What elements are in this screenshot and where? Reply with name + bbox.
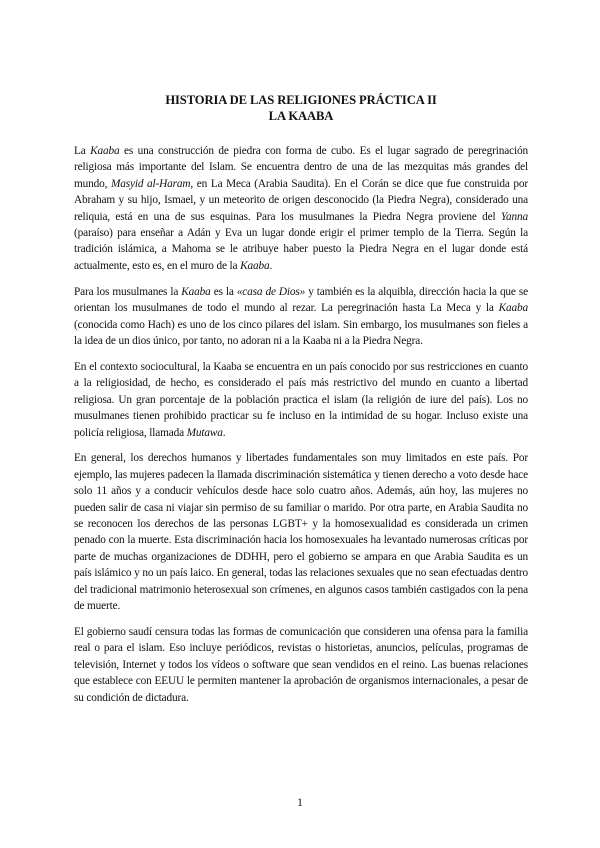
italic-term: Kaaba [498,302,528,315]
italic-term: «casa de Dios» [236,285,306,298]
text-run: En el contexto sociocultural, la Kaaba se encuentra en un país conocido por sus restricciones en cuanto a la religiosidad, de hecho, es considerado el país más restrictivo del mundo en cuanto a libertad religiosa. Un gran porcentaje de la población practica el islam (la religión de iure del país). Los no musulmanes tienen prohibido practicar su fe incluso en la intimidad de su hogar. Incluso existe una policía religiosa, llamada [74,360,528,439]
document-title [74,92,528,124]
italic-term: Kaaba [90,145,120,157]
text-run: (conocida como Hach) es uno de los cinco pilares del islam. Sin embargo, los musulmanes son fieles a la idea de un dios único, por tanto, no adoran ni a la Kaaba ni a la Piedra Negra. [74,318,528,347]
text-run: , en La Meca (Arabia Saudita). En el Corán se dice que fue construida por Abraham y su hijo, Ismael, y un meteorito de origen desconocido (la Piedra Negra), considerado una reliquia, está en una de sus esquinas. Para los musulmanes la Piedra Negra proviene del [74,177,529,223]
text-run: El gobierno saudí censura todas las formas de comunicación que consideren una ofensa para la familia real o para el islam. Eso incluye periódicos, revistas o historietas, anuncios, películas, programas de televisión, Internet y todos los vídeos o software que sean vendidos en el reino. Las buenas relaciones que establece con EEUU le permiten mantener la aprobación de organismos internacionales, a pesar de su condición de dictadura. [74,625,528,704]
text-run: (paraíso) para enseñar a Adán y Eva un lugar donde erigir el primer templo de la Tierra. Según la tradición islámica, a Mahoma se le atribuye haber puesto la Piedra Negra en el lugar donde está actualmente, esto es, en el muro de la [74,227,528,272]
paragraph-4 [74,450,528,614]
text-run: es una construcción de piedra con forma de cubo. Es el lugar sagrado de peregrinación religiosa más importante del Islam. Se encuentra dentro de una de las mezquitas más grandes del mundo, [74,145,528,190]
title-line-1: HISTORIA DE LAS RELIGIONES PRÁCTICA II [165,93,437,107]
text-run: es la [210,285,237,298]
text-run: Para los musulmanes la [74,285,182,298]
paragraph-1 [74,143,528,274]
page-number: 1 [297,797,303,809]
italic-term: Yanna [500,210,528,223]
italic-term: Mutawa [186,426,223,439]
italic-term: Kaaba [181,285,211,298]
paragraph-5 [74,624,528,706]
title-line-2: LA KAABA [268,109,334,123]
text-run: En general, los derechos humanos y libertades fundamentales son muy limitados en este país. Por ejemplo, las mujeres padecen la llamada discriminación sistemática y tienen derecho a voto desde hace solo 11 años y a conducir vehículos desde hace solo cuatro años. Además, aún hoy, las mujeres no pueden salir de casa ni viajar sin permiso de su familiar o marido. Por otra parte, en Arabia Saudita no se reconocen los derechos de las personas LGBT+ y la homosexualidad es considerada un crimen penado con la muerte. Esta discriminación hacia los homosexuales ha levantado numerosas críticas por parte de muchas organizaciones de DDHH, pero el gobierno se ampara en que Arabia Saudita es un país islámico y no un país laico. En general, todas las relaciones sexuales que no sean efectuadas dentro del tradicional matrimonio heterosexual son crímenes, en algunos casos también castigados con la pena de muerte. [74,452,528,613]
document-page [74,92,528,716]
text-run: . [269,259,273,272]
paragraph-3 [74,359,528,441]
text-run: y también es la alquibla, dirección hacia la que se orientan los musulmanes de todo el mundo al rezar. La peregrinación hasta La Meca y la [74,285,528,315]
text-run: La [74,145,91,157]
italic-term: Masyid al-Haram [111,177,191,190]
document-body [74,143,528,706]
text-run: . [222,426,226,439]
paragraph-2 [74,284,528,350]
italic-term: Kaaba [240,259,270,272]
